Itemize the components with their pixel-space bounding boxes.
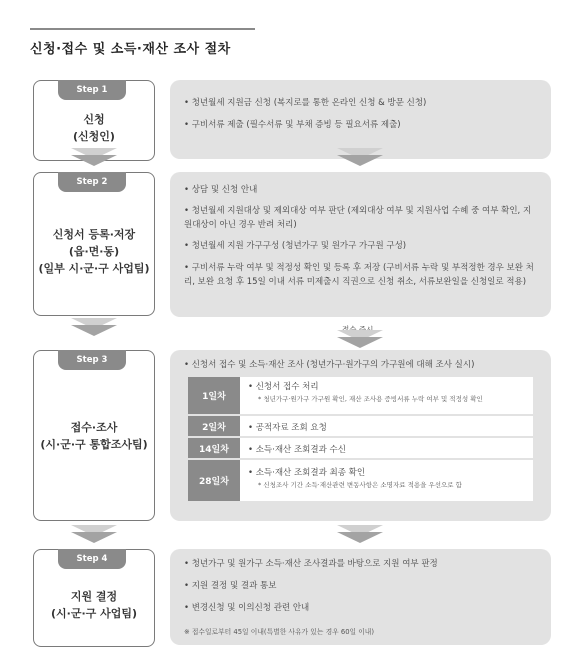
- step1-tab: Step 1: [58, 80, 126, 100]
- desc-cell: [240, 438, 533, 458]
- table-row: [188, 438, 533, 458]
- day-cell: 14일차: [188, 438, 240, 458]
- row-text: • 소득·재산 조회결과 최종 확인: [248, 466, 525, 478]
- step4-label: 지원 결정 (시·군·구 사업팀): [51, 590, 137, 620]
- step2-item-1: • 상담 및 신청 안내: [184, 183, 539, 197]
- step4-item-3: • 변경신청 및 이의신청 관련 안내: [184, 601, 539, 615]
- step3-intro: • 신청서 접수 및 소득·재산 조사 (청년가구·원가구의 가구원에 대해 조사 실시): [184, 358, 539, 372]
- step4-item-2: • 지원 결정 및 결과 통보: [184, 579, 539, 593]
- arrow-down-icon: [71, 325, 117, 336]
- arrow-down-icon: [71, 532, 117, 543]
- row-subtext: * 청년가구·원가구 가구원 확인, 재산 조사용 증빙서류 누락 여부 및 적정성 확인: [258, 395, 483, 403]
- step1-label: 신청 (신청인): [73, 112, 115, 143]
- arrow-down-icon: [337, 155, 383, 166]
- arrow-down-icon: [337, 532, 383, 543]
- arrow-down-icon: [71, 155, 117, 166]
- transfer-label: 접수 즉시: [342, 325, 374, 334]
- step1-item-2: • 구비서류 제출 (필수서류 및 부채 증빙 등 필요서류 제출): [184, 118, 539, 132]
- day-cell: 28일차: [188, 460, 240, 501]
- step2-label: 신청서 등록·저장 (읍·면·동) (일부 시·군·구 사업팀): [38, 227, 150, 275]
- step4-panel: [170, 549, 551, 645]
- day-cell: 2일차: [188, 416, 240, 436]
- step4-tab: Step 4: [58, 549, 126, 569]
- table-row: [188, 460, 533, 501]
- step2-item-2: • 청년월세 지원대상 및 제외대상 여부 판단 (제외대상 여부 및 지원사업 수혜 중 여부 확인, 지원대상이 아닌 경우 반려 처리): [184, 204, 539, 232]
- arrow-down-icon: [337, 337, 383, 348]
- step2-box: [33, 172, 155, 316]
- day-cell: 1일차: [188, 377, 240, 414]
- step1-item-1: • 청년월세 지원금 신청 (복지로를 통한 온라인 신청 & 방문 신청): [184, 96, 539, 110]
- row-text: • 신청서 접수 처리: [248, 380, 525, 392]
- desc-cell: [240, 377, 533, 414]
- desc-cell: [240, 460, 533, 501]
- step4-item-1: • 청년가구 및 원가구 소득·재산 조사결과를 바탕으로 지원 여부 판정: [184, 557, 539, 571]
- step2-tab: Step 2: [58, 172, 126, 192]
- row-text: • 공적자료 조회 요청: [248, 421, 525, 433]
- step2-panel: [170, 172, 551, 317]
- row-text: • 소득·재산 조회결과 수신: [248, 443, 525, 455]
- row-subtext: * 신청조사 기간 소득·재산관련 변동사항은 소명자료 적용을 우선으로 함: [258, 481, 462, 489]
- step2-item-4: • 구비서류 누락 여부 및 적정성 확인 및 등록 후 저장 (구비서류 누락 및 부적정한 경우 보완 처리, 보완 요청 후 15일 이내 서류 미제출시 직권으로 신청 취소, 서류보완일을 신청일로 적용): [184, 261, 539, 289]
- step2-item-3: • 청년월세 지원 가구구성 (청년가구 및 원가구 가구원 구성): [184, 239, 539, 253]
- step3-panel: [170, 350, 551, 521]
- desc-cell: [240, 416, 533, 436]
- top-rule: [30, 28, 255, 30]
- step3-box: [33, 350, 155, 521]
- step3-tab: Step 3: [58, 350, 126, 370]
- table-row: [188, 377, 533, 414]
- table-row: [188, 416, 533, 436]
- step4-note: ※ 접수일로부터 45일 이내(특별한 사유가 있는 경우 60일 이내): [184, 628, 375, 636]
- step3-label: 접수·조사 (시·군·구 통합조사팀): [40, 420, 148, 451]
- page-title: 신청·접수 및 소득·재산 조사 절차: [30, 42, 231, 57]
